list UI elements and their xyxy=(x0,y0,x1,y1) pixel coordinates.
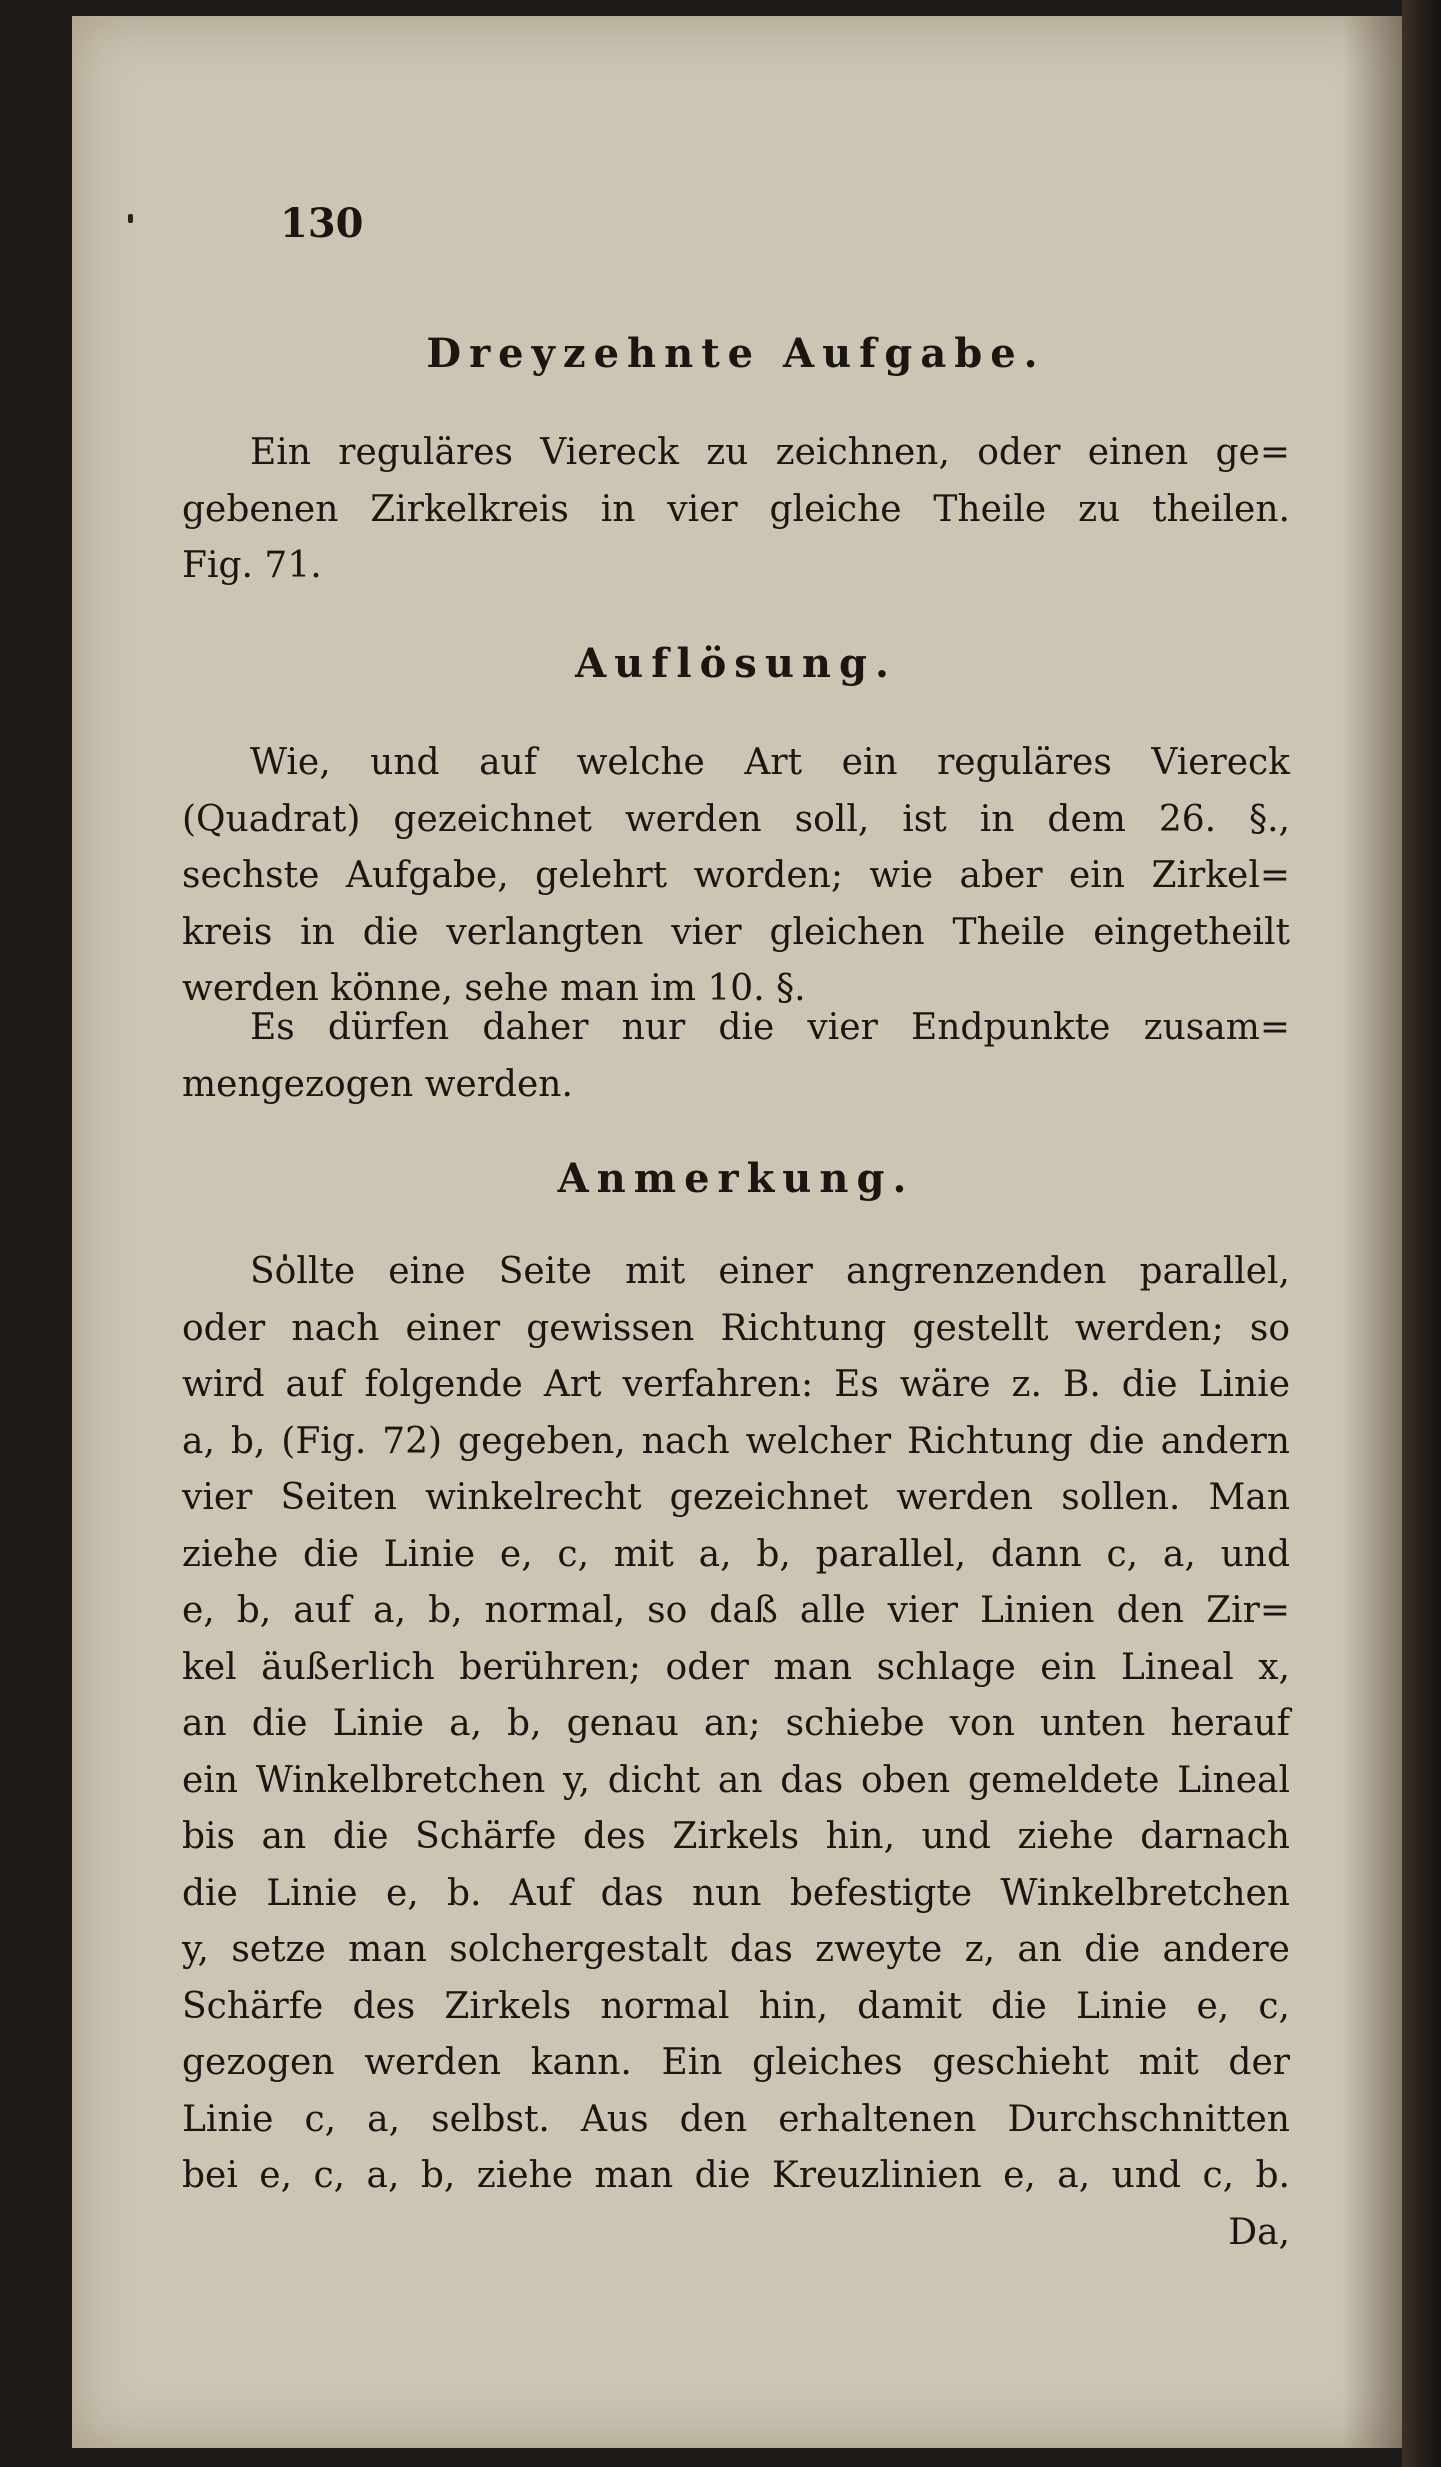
remark-line: Schärfe des Zirkels normal hin, damit die Linie e, c, xyxy=(182,1985,1290,2027)
remark-line: die Linie e, b. Auf das nun befestigte Winkelbretchen xyxy=(182,1872,1290,1914)
problem-line: Ein reguläres Viereck zu zeichnen, oder einen ge= xyxy=(250,432,1290,473)
book-binding-edge xyxy=(1402,0,1441,2467)
remark-line: bis an die Schärfe des Zirkels hin, und ziehe darnach xyxy=(182,1816,1290,1857)
problem-line: gebenen Zirkelkreis in vier gleiche Theile zu theilen. xyxy=(182,488,1290,530)
solution-line: kreis in die verlangten vier gleichen Theile eingetheilt xyxy=(182,911,1290,953)
solution-line: mengezogen werden. xyxy=(182,1063,573,1105)
solution-heading: Auflösung. xyxy=(575,640,897,687)
remark-line: bei e, c, a, b, ziehe man die Kreuzlinien e, a, und c, b. xyxy=(182,2155,1290,2196)
problem-title: Dreyzehnte Aufgabe. xyxy=(426,330,1046,377)
problem-statement xyxy=(182,425,1290,595)
remark-line: an die Linie a, b, genau an; schiebe von unten herauf xyxy=(182,1703,1290,1744)
solution-line: (Quadrat) gezeichnet werden soll, ist in dem 26. §., xyxy=(182,798,1290,840)
solution-line: Es dürfen daher nur die vier Endpunkte zusam= xyxy=(250,1007,1290,1048)
page-number: 130 xyxy=(280,200,364,247)
remark-line: kel äußerlich berühren; oder man schlage ein Lineal x, xyxy=(182,1646,1290,1688)
remark-line: gezogen werden kann. Ein gleiches geschieht mit der xyxy=(182,2042,1290,2083)
remark-line: Linie c, a, selbst. Aus den erhaltenen Durchschnitten xyxy=(182,2098,1290,2140)
solution-line: werden könne, sehe man im 10. §. xyxy=(182,968,806,1009)
page-gutter-shadow xyxy=(1342,16,1402,2448)
remark-line: y, setze man solchergestalt das zweyte z, an die andere xyxy=(182,1929,1290,1970)
remark-line: ein Winkelbretchen y, dicht an das oben gemeldete Lineal xyxy=(182,1759,1290,1801)
solution-line: sechste Aufgabe, gelehrt worden; wie aber ein Zirkel= xyxy=(182,855,1290,896)
ink-speck xyxy=(128,214,133,223)
remark-line: wird auf folgende Art verfahren: Es wäre z. B. die Linie xyxy=(182,1364,1290,1405)
solution-paragraph-2 xyxy=(182,1000,1290,1113)
remark-line: vier Seiten winkelrecht gezeichnet werden sollen. Man xyxy=(182,1477,1290,1518)
problem-line: Fig. 71. xyxy=(182,545,322,586)
remark-line: a, b, (Fig. 72) gegeben, nach welcher Richtung die andern xyxy=(182,1420,1290,1462)
remark-line: oder nach einer gewissen Richtung gestellt werden; so xyxy=(182,1307,1290,1349)
solution-paragraph xyxy=(182,735,1290,1018)
solution-line: Wie, und auf welche Art ein reguläres Viereck xyxy=(250,742,1290,783)
remark-line: Sollte eine Seite mit einer angrenzenden parallel, xyxy=(250,1251,1290,1292)
remark-paragraph xyxy=(182,1244,1290,2261)
catchword: Da, xyxy=(1228,2211,1290,2253)
remark-line: ziehe die Linie e, c, mit a, b, parallel, dann c, a, und xyxy=(182,1533,1290,1575)
remark-line: e, b, auf a, b, normal, so daß alle vier Linien den Zir= xyxy=(182,1590,1290,1631)
remark-heading: Anmerkung. xyxy=(557,1155,915,1202)
